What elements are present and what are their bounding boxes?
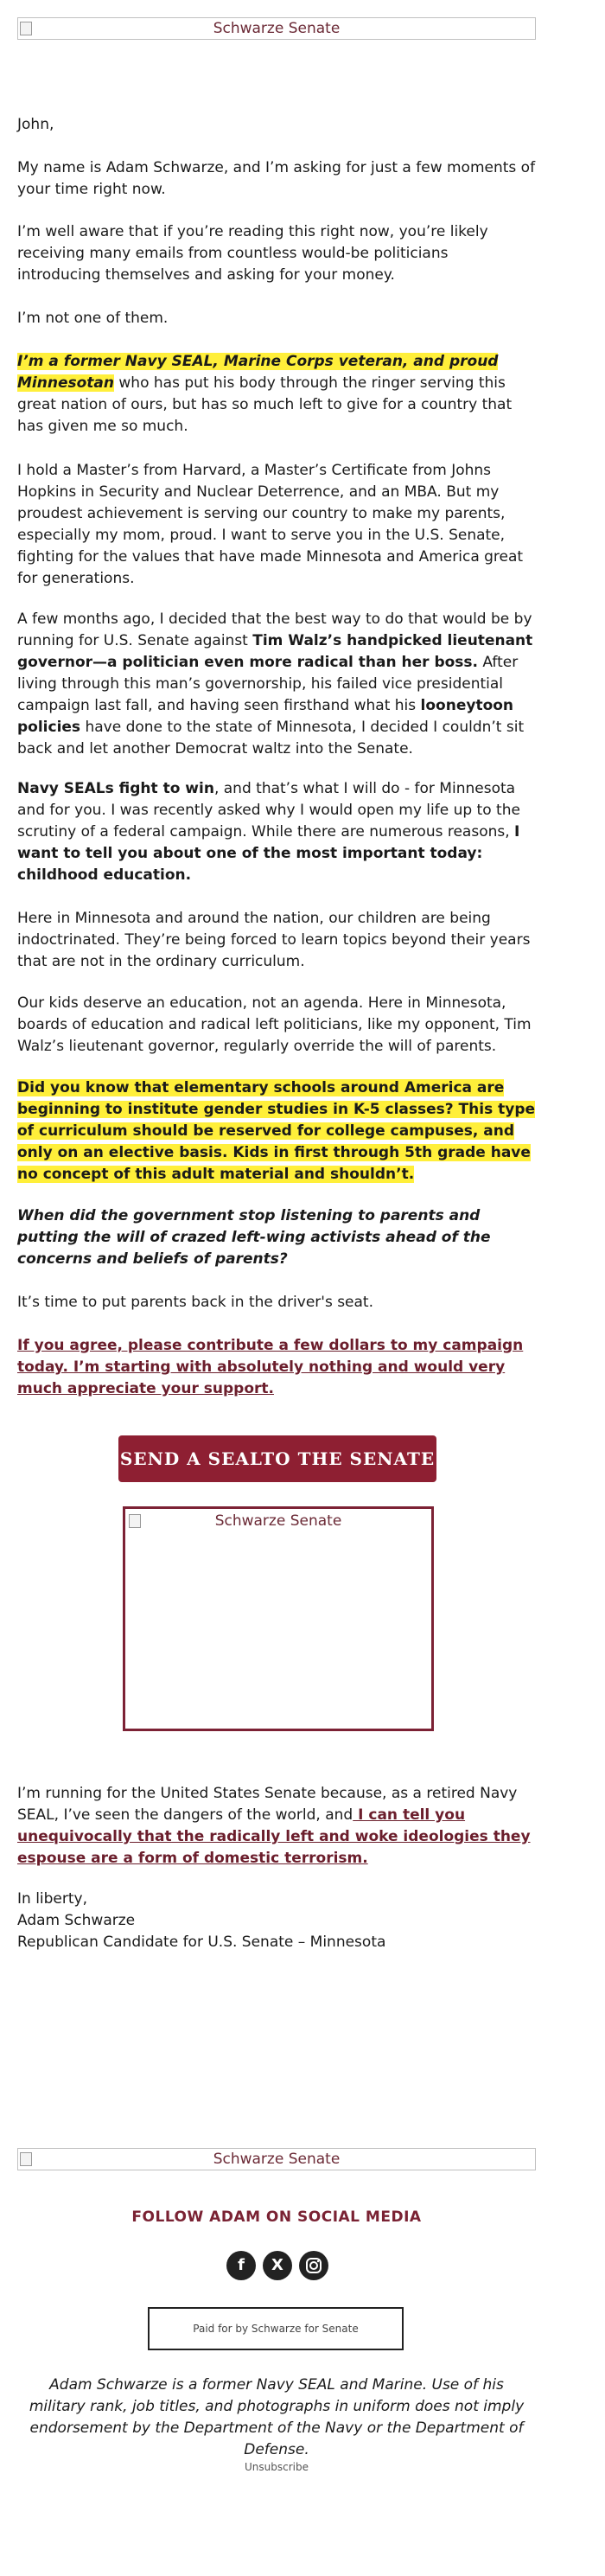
- fight-bold-a: Navy SEALs fight to win: [17, 780, 214, 797]
- unsubscribe-link[interactable]: Unsubscribe: [245, 2461, 309, 2473]
- contribute-link[interactable]: If you agree, please contribute a few dollars to my campaign today. I’m starting with absolutely nothing and would very much appreciate your support.: [17, 1337, 524, 1397]
- education-paragraph: I hold a Master’s from Harvard, a Master’s Certificate from Johns Hopkins in Security and Nuclear Deterrence, and an MBA. But my proudest achievement is serving our country to make my parents, especially my mom, proud. I want to serve you in the U.S. Senate, fighting for the values that have made Minnesota and America great for generations.: [17, 462, 524, 587]
- decided-text-e: have done to the state of Minnesota, I decided I couldn’t sit back and let another Democrat waltz into the Senate.: [17, 719, 525, 757]
- broken-image-icon: [20, 2152, 32, 2166]
- gender-paragraph: [17, 1077, 536, 1186]
- decided-bold-d: looneytoon policies: [17, 697, 514, 736]
- agenda-paragraph: Our kids deserve an education, not an agenda. Here in Minnesota, boards of education and radical left politicians, like my opponent, Tim Walz’s lieutenant governor, regularly override the will of parents.: [17, 994, 532, 1055]
- facebook-icon[interactable]: f: [226, 2251, 256, 2280]
- signoff-title: Republican Candidate for U.S. Senate – Minnesota: [17, 1934, 386, 1951]
- fight-text-b: , and that’s what I will do - for Minnesota and for you. I was recently asked why I would open my life up to the scrutiny of a federal campaign. While there are numerous reasons,: [17, 780, 520, 841]
- seal-paragraph: [17, 351, 536, 438]
- when-paragraph: When did the government stop listening to parents and putting the will of crazed left-wing activists ahead of the concerns and beliefs of parents?: [17, 1207, 491, 1268]
- fight-paragraph: [17, 778, 536, 886]
- photo-alt: Schwarze Senate: [214, 1512, 342, 1530]
- running-paragraph: [17, 1783, 536, 1870]
- instagram-icon[interactable]: [299, 2251, 328, 2280]
- follow-heading: FOLLOW ADAM ON SOCIAL MEDIA: [131, 2208, 422, 2226]
- signoff-name: Adam Schwarze: [17, 1912, 136, 1929]
- aware-paragraph: I’m well aware that if you’re reading this right now, you’re likely receiving many emails from countless would-be politicians introducing themselves and asking for your money.: [17, 223, 488, 284]
- running-text: I’m running for the United States Senate because, as a retired Navy SEAL, I’ve seen the dangers of the world, and: [17, 1785, 518, 1824]
- fight-bold-c: I want to tell you about one of the most important today: childhood education.: [17, 823, 520, 884]
- not-one-paragraph: I’m not one of them.: [17, 310, 169, 327]
- decided-paragraph: [17, 609, 536, 760]
- footer-image-alt: Schwarze Senate: [213, 2151, 341, 2168]
- x-icon[interactable]: X: [263, 2251, 292, 2280]
- seal-rest: who has put his body through the ringer serving this great nation of ours, but has so much left to give for a country that has given me so much.: [17, 374, 513, 435]
- broken-image-icon: [20, 22, 32, 35]
- disclaimer: Adam Schwarze is a former Navy SEAL and Marine. Use of his military rank, job titles, and photographs in uniform does not imply endorsement by the Department of the Navy or the Department of Defense.: [29, 2376, 525, 2458]
- intro-paragraph: My name is Adam Schwarze, and I’m asking for just a few moments of your time right now.: [17, 159, 536, 198]
- time-paragraph: It’s time to put parents back in the driver's seat.: [17, 1294, 374, 1311]
- seal-highlight: I’m a former Navy SEAL, Marine Corps veteran, and proud Minnesotan: [17, 353, 499, 392]
- terrorism-link[interactable]: I can tell you unequivocally that the radically left and woke ideologies they espouse are a form of domestic terrorism.: [17, 1806, 531, 1867]
- social-links: [226, 2251, 330, 2282]
- header-image-alt: Schwarze Senate: [213, 20, 341, 37]
- header-image: [17, 17, 536, 40]
- indoctrinated-paragraph: Here in Minnesota and around the nation, our children are being indoctrinated. They’re being forced to learn topics beyond their years that are not in the ordinary curriculum.: [17, 910, 531, 970]
- footer-image: [17, 2148, 536, 2170]
- gender-highlight: Did you know that elementary schools around America are beginning to institute gender studies in K-5 classes? This type of curriculum should be reserved for college campuses, and only on an elective basis. Kids in first through 5th grade have no concept of this adult material and shouldn’t.: [17, 1079, 536, 1183]
- signoff-closing: In liberty,: [17, 1890, 88, 1908]
- send-seal-button[interactable]: SEND A SEALTO THE SENATE: [118, 1435, 436, 1482]
- decided-text-c: After living through this man’s governorship, his failed vice presidential campaign last fall, and having seen firsthand what his: [17, 654, 519, 714]
- paid-for-box: Paid for by Schwarze for Senate: [148, 2307, 404, 2350]
- contribute-paragraph: [17, 1335, 536, 1400]
- decided-text-a: A few months ago, I decided that the best way to do that would be by running for U.S. Senate against: [17, 610, 532, 649]
- instagram-glyph: [299, 2251, 328, 2280]
- candidate-photo[interactable]: [123, 1506, 434, 1731]
- greeting: John,: [17, 116, 54, 133]
- decided-bold-b: Tim Walz’s handpicked lieutenant governor—a politician even more radical than her boss.: [17, 632, 533, 671]
